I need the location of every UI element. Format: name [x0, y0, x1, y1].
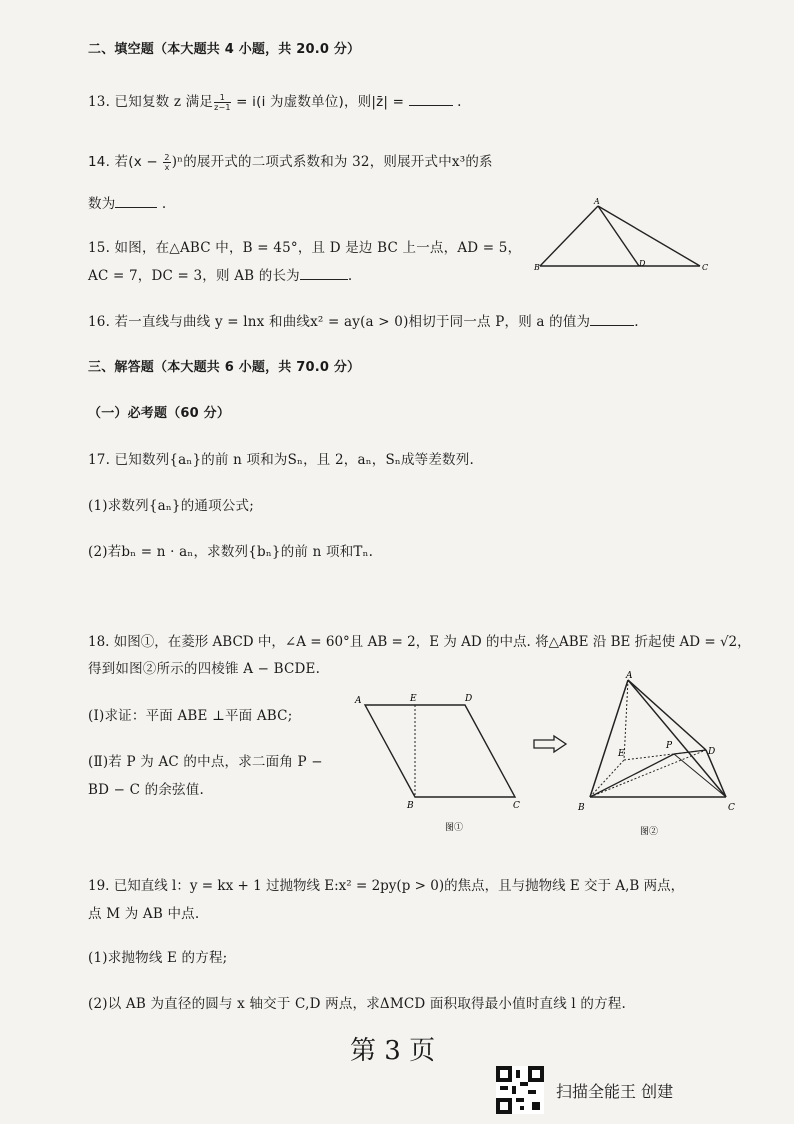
qr-code-icon [496, 1066, 544, 1114]
label-c: C [702, 263, 709, 272]
question-19-part1: (1)求抛物线 E 的方程; [88, 950, 228, 966]
question-19-line1: 19. 已知直线 l：y = kx + 1 过抛物线 E:x² = 2py(p > 0)的焦点，且与抛物线 E 交于 A,B 两点， [88, 878, 685, 894]
question-17-part1: (1)求数列{aₙ}的通项公式; [88, 498, 254, 514]
figure-1-caption: 图① [445, 823, 464, 833]
question-17-stem: 17. 已知数列{aₙ}的前 n 项和为Sₙ，且 2，aₙ，Sₙ成等差数列. [88, 452, 474, 468]
question-18-line2: 得到如图②所示的四棱锥 A − BCDE. [88, 661, 321, 677]
question-13: 13. 已知复数 z 满足 $\frac{1}{z-1}$ = i(i 为虚数单位)，则|z̄| = . [88, 93, 462, 112]
svg-text:E: E [618, 749, 625, 759]
rhombus-figure-1 [355, 695, 525, 835]
question-15-line1: 15. 如图，在△ABC 中，B = 45°，且 D 是边 BC 上一点，AD = 5， [88, 240, 522, 256]
question-18-part2b: BD − C 的余弦值. [88, 782, 204, 798]
question-19-part2: (2)以 AB 为直径的圆与 x 轴交于 C,D 两点，求ΔMCD 面积取得最小值时直线 l 的方程. [88, 996, 627, 1012]
question-18-part2a: (Ⅱ)若 P 为 AC 的中点，求二面角 P − [88, 754, 323, 770]
label-d: D [639, 259, 646, 268]
question-15-line2: AC = 7，DC = 3，则 AB 的长为 . [88, 268, 353, 284]
question-14-line1: 14. 若(x − $\frac{2}{x}$ )ⁿ的展开式的二项式系数和为 32，则展开式中x³的系 [88, 153, 493, 172]
svg-text:C: C [728, 803, 735, 813]
label-a: A [594, 197, 600, 206]
svg-text:D: D [465, 694, 473, 704]
question-18-part1: (Ⅰ)求证：平面 ABE ⊥平面 ABC; [88, 708, 293, 724]
page-number: 第 3 页 [350, 1036, 436, 1066]
section2-heading: 二、填空题（本大题共 4 小题，共 20.0 分） [88, 42, 361, 57]
question-17-part2: (2)若bₙ = n · aₙ，求数列{bₙ}的前 n 项和Tₙ. [88, 544, 374, 560]
triangle-abc-figure [534, 197, 710, 272]
svg-text:E: E [410, 694, 417, 704]
svg-text:B: B [578, 803, 585, 813]
question-19-line2: 点 M 为 AB 中点. [88, 906, 200, 922]
svg-text:A: A [355, 696, 362, 706]
svg-text:A: A [626, 671, 633, 681]
pyramid-figure-2 [578, 672, 758, 842]
section3-heading: 三、解答题（本大题共 6 小题，共 70.0 分） [88, 360, 361, 375]
label-b: B [534, 263, 540, 272]
scanner-watermark: 扫描全能王 创建 [556, 1082, 674, 1101]
arrow-icon [532, 736, 568, 752]
question-14-line2: 数为 . [88, 196, 167, 212]
figure-2-caption: 图② [640, 827, 659, 837]
svg-text:B: B [407, 801, 414, 811]
svg-text:D: D [708, 747, 716, 757]
question-18-line1: 18. 如图①，在菱形 ABCD 中，∠A = 60°且 AB = 2，E 为 AD 的中点. 将△ABE 沿 BE 折起使 AD = √2， [88, 634, 751, 650]
question-16: 16. 若一直线与曲线 y = lnx 和曲线x² = ay(a > 0)相切于同一点 P，则 a 的值为 . [88, 314, 639, 330]
section3-subheading: （一）必考题（60 分） [88, 406, 231, 421]
svg-text:C: C [513, 801, 520, 811]
svg-text:P: P [666, 741, 673, 751]
